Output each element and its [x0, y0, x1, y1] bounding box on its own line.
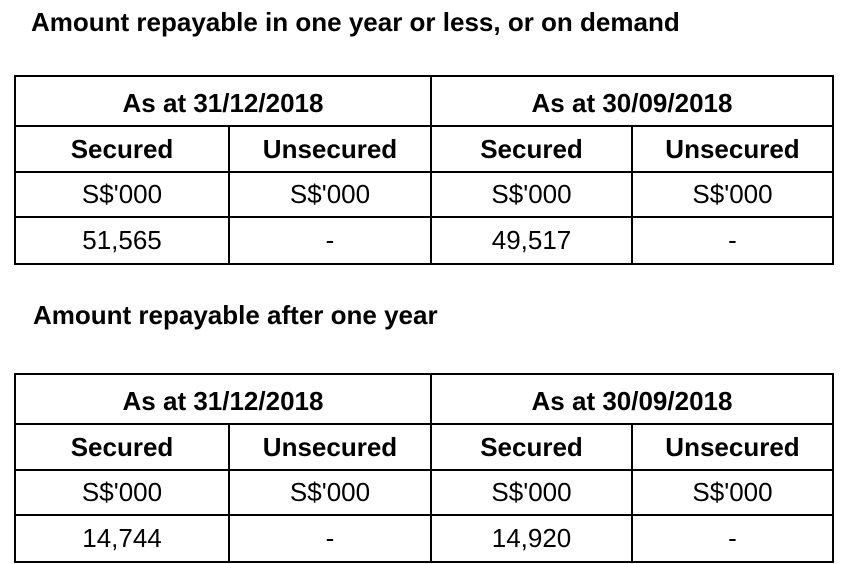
column-header-cell: Unsecured [229, 126, 431, 172]
unit-cell: S$'000 [229, 470, 431, 515]
column-header-cell: Unsecured [632, 424, 833, 470]
period-header-row [15, 374, 833, 424]
value-cell: 14,920 [431, 515, 632, 562]
period-header-cell: As at 30/09/2018 [431, 374, 833, 424]
column-header-cell: Unsecured [632, 126, 833, 172]
section-heading-after-one-year: Amount repayable after one year [33, 300, 438, 330]
period-header-cell: As at 30/09/2018 [431, 76, 833, 126]
period-header-cell: As at 31/12/2018 [15, 76, 431, 126]
column-header-cell: Secured [15, 126, 229, 172]
section-heading-within-one-year: Amount repayable in one year or less, or on demand [31, 7, 680, 37]
unit-row [15, 172, 833, 217]
period-header-row [15, 76, 833, 126]
repayable-within-one-year-table [14, 75, 834, 265]
unit-cell: S$'000 [15, 172, 229, 217]
value-cell: 14,744 [15, 515, 229, 562]
value-cell: 49,517 [431, 217, 632, 264]
value-cell: - [632, 515, 833, 562]
unit-cell: S$'000 [15, 470, 229, 515]
unit-row [15, 470, 833, 515]
unit-cell: S$'000 [431, 470, 632, 515]
unit-cell: S$'000 [632, 172, 833, 217]
unit-cell: S$'000 [431, 172, 632, 217]
unit-cell: S$'000 [229, 172, 431, 217]
column-header-cell: Secured [431, 126, 632, 172]
column-header-cell: Secured [15, 424, 229, 470]
column-header-row [15, 126, 833, 172]
column-header-row [15, 424, 833, 470]
value-row [15, 515, 833, 562]
value-cell: 51,565 [15, 217, 229, 264]
column-header-cell: Secured [431, 424, 632, 470]
value-cell: - [229, 515, 431, 562]
period-header-cell: As at 31/12/2018 [15, 374, 431, 424]
value-row [15, 217, 833, 264]
column-header-cell: Unsecured [229, 424, 431, 470]
value-cell: - [632, 217, 833, 264]
value-cell: - [229, 217, 431, 264]
repayable-after-one-year-table [14, 373, 834, 563]
unit-cell: S$'000 [632, 470, 833, 515]
